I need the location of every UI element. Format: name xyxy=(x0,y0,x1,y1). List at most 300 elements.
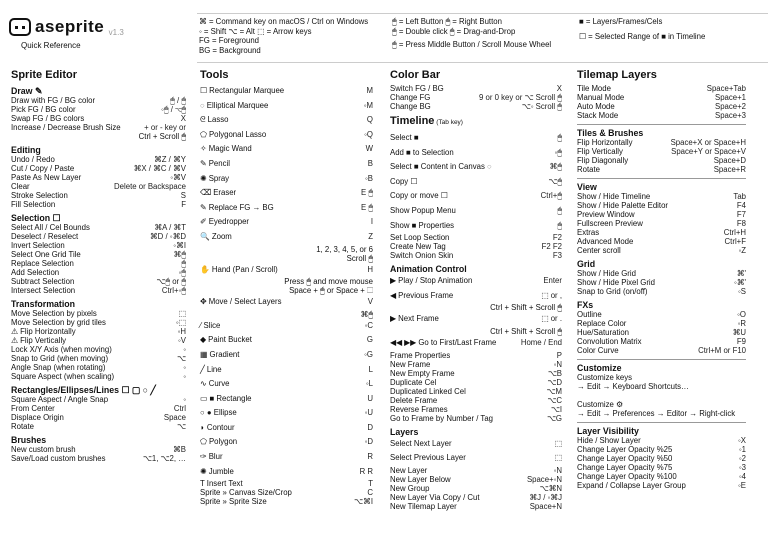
shortcut-row xyxy=(200,263,373,278)
section-title: Transformation xyxy=(11,299,76,309)
shortcut-row xyxy=(390,93,562,102)
shortcut-action: Preview Window xyxy=(577,210,635,219)
shortcut-key: ⌘B xyxy=(173,445,186,454)
section-heading xyxy=(390,427,562,437)
shortcut-row xyxy=(577,228,746,237)
shortcut-key: Home / End xyxy=(520,337,562,347)
legend-col-1 xyxy=(199,17,368,55)
shortcut-action: Save/Load custom brushes xyxy=(11,454,106,463)
shortcut-row xyxy=(11,191,186,200)
shortcut-row xyxy=(200,406,373,421)
shortcut-action: Outline xyxy=(577,310,602,319)
shortcut-key: 🖱 xyxy=(557,220,562,230)
section-title: Grid xyxy=(577,259,596,269)
shortcut-key: Space+1 xyxy=(715,93,746,102)
shortcut-key: ◦🖱 xyxy=(554,147,562,157)
legend-line: 🖱 = Press Middle Button / Scroll Mouse Wheel xyxy=(392,40,552,49)
section-title: Customize xyxy=(577,363,622,373)
shortcut-row xyxy=(11,268,186,277)
shortcut-action: New Group xyxy=(390,483,430,493)
shortcut-key: ◦ xyxy=(183,345,186,354)
shortcut-action: Hue/Saturation xyxy=(577,328,630,337)
shortcut-row xyxy=(11,223,186,232)
shortcut-key: U xyxy=(367,393,373,403)
shortcut-key: B xyxy=(367,158,373,168)
shortcut-action: Rotate xyxy=(577,165,600,174)
shortcut-key: Ctrl+◦🖱 xyxy=(161,286,186,295)
shortcut-key: ⌥⌘N xyxy=(539,483,562,493)
shortcut-key: Space+R xyxy=(713,165,746,174)
shortcut-action: Show / Hide Palette Editor xyxy=(577,201,669,210)
shortcut-key: F9 xyxy=(736,337,746,346)
shortcut-action: Cut / Copy / Paste xyxy=(11,164,75,173)
shortcut-action: Square Aspect / Angle Snap xyxy=(11,395,109,404)
shortcut-key: ⌥ xyxy=(177,354,186,363)
section-heading xyxy=(11,145,186,155)
shortcut-key: ◦2 xyxy=(738,454,746,463)
shortcut-action: Delete Frame xyxy=(390,395,438,405)
shortcut-action: ○ ● Ellipse xyxy=(200,408,237,418)
section-heading xyxy=(11,69,186,82)
shortcut-action: Square Aspect (when scaling) xyxy=(11,372,115,381)
shortcut-action: ◌ Elliptical Marquee xyxy=(200,100,269,110)
shortcut-action: Increase / Decrease Brush Size xyxy=(11,123,121,132)
section-title: Selection ☐ xyxy=(11,213,61,223)
shortcut-action: Select One Grid Tile xyxy=(11,250,81,259)
shortcut-row xyxy=(200,172,373,187)
shortcut-key: R xyxy=(367,452,373,462)
shortcut-row xyxy=(577,463,746,472)
shortcut-row xyxy=(577,269,746,278)
shortcut-action: New Tilemap Layer xyxy=(390,501,457,511)
shortcut-key: ◦Z xyxy=(738,246,746,255)
shortcut-row xyxy=(11,123,186,132)
shortcut-row xyxy=(390,336,562,351)
section-title: Editing xyxy=(11,145,41,155)
shortcut-row xyxy=(200,497,373,506)
info-text: Customize keys xyxy=(577,373,633,382)
shortcut-row xyxy=(200,157,373,172)
shortcut-row xyxy=(11,318,186,327)
aseprite-logo xyxy=(9,17,127,57)
shortcut-key: L xyxy=(368,364,373,374)
shortcut-row xyxy=(577,165,746,174)
shortcut-key: ⌥I xyxy=(550,404,562,414)
shortcut-row xyxy=(390,502,562,511)
info-text: Customize ⚙ xyxy=(577,400,623,409)
shortcut-key: C xyxy=(367,488,373,498)
shortcut-row xyxy=(11,363,186,372)
shortcut-key: ◦M xyxy=(363,100,373,110)
legend-line: BG = Background xyxy=(199,45,261,55)
shortcut-row xyxy=(577,445,746,454)
shortcut-row xyxy=(200,421,373,436)
shortcut-key: ◦V xyxy=(178,336,186,345)
shortcut-action: Sprite » Canvas Size/Crop xyxy=(200,488,292,498)
shortcut-key: ◦U xyxy=(364,408,373,418)
section-title: Animation Control xyxy=(390,264,467,275)
shortcut-key: Ctrl xyxy=(173,404,186,413)
section-heading xyxy=(11,299,186,309)
shortcut-action: Select Next Layer xyxy=(390,438,452,448)
shortcut-action: Manual Mode xyxy=(577,93,625,102)
shortcut-key: ⌥C xyxy=(547,395,562,405)
shortcut-row xyxy=(577,472,746,481)
shortcut-row xyxy=(11,232,186,241)
shortcut-action: ⚠ Flip Horizontally xyxy=(11,327,76,336)
shortcut-action: Replace Color xyxy=(577,319,627,328)
shortcut-action: Center scroll xyxy=(577,246,621,255)
shortcut-row xyxy=(11,445,186,454)
section-heading xyxy=(577,124,746,138)
shortcut-row xyxy=(11,345,186,354)
section-title: Layer Visibility xyxy=(577,426,639,436)
shortcut-action: Snap to Grid (on/off) xyxy=(577,287,648,296)
shortcut-key: ◦C xyxy=(364,320,373,330)
shortcut-action: ✐ Eyedropper xyxy=(200,217,250,227)
shortcut-alt-key: Space + 🖱 or Space + ⬚ xyxy=(289,286,373,296)
shortcut-action: Switch FG / BG xyxy=(390,84,444,93)
shortcut-row xyxy=(11,413,186,422)
info-text xyxy=(577,391,746,400)
shortcut-row xyxy=(11,395,186,404)
section-heading xyxy=(577,69,746,82)
section-title: Rectangles/Ellipses/Lines ☐ ▢ ○ ╱ xyxy=(11,385,156,395)
shortcut-action: Expand / Collapse Layer Group xyxy=(577,481,686,490)
shortcut-row xyxy=(200,201,373,216)
section-heading xyxy=(390,115,562,129)
shortcut-row xyxy=(390,437,562,452)
shortcut-row xyxy=(577,219,746,228)
shortcut-key: ◦Q xyxy=(364,129,373,139)
shortcut-action: Change Layer Opacity %75 xyxy=(577,463,673,472)
shortcut-row xyxy=(390,204,562,219)
shortcut-key: ◦⬚ xyxy=(175,318,186,327)
shortcut-action: ✋ Hand (Pan / Scroll) xyxy=(200,264,278,274)
shortcut-key: 🖱 xyxy=(557,205,562,215)
shortcut-row xyxy=(577,201,746,210)
shortcut-row xyxy=(200,392,373,407)
shortcut-key: Space+3 xyxy=(715,111,746,120)
legend-line: 🖱 = Left Button 🖱 = Right Button xyxy=(392,17,502,26)
shortcut-alt-key: Ctrl + Scroll 🖱 xyxy=(138,132,186,141)
shortcut-key: Space+◦N xyxy=(526,474,562,484)
section-heading xyxy=(11,385,186,395)
shortcut-row xyxy=(200,113,373,128)
shortcut-row xyxy=(390,405,562,414)
shortcut-action: Intersect Selection xyxy=(11,286,76,295)
shortcut-key: F7 xyxy=(736,210,746,219)
shortcut-action: Change Layer Opacity %25 xyxy=(577,445,673,454)
shortcut-key: ⬚ xyxy=(554,453,562,463)
shortcut-row xyxy=(11,250,186,259)
shortcut-row xyxy=(200,215,373,230)
shortcut-action: Show Popup Menu xyxy=(390,205,456,215)
shortcut-row xyxy=(200,295,373,310)
shortcut-action: Flip Diagonally xyxy=(577,156,629,165)
shortcut-action: Move Selection by grid tiles xyxy=(11,318,106,327)
shortcut-key: ⌘Z / ⌘Y xyxy=(153,155,186,164)
shortcut-row xyxy=(11,309,186,318)
shortcut-row xyxy=(200,479,373,488)
section-title: Timeline xyxy=(390,115,435,127)
shortcut-key: R R xyxy=(359,466,373,476)
shortcut-action: Set Loop Section xyxy=(390,233,450,243)
shortcut-key: ⌘A / ⌘T xyxy=(154,223,186,232)
shortcut-row xyxy=(390,146,562,161)
shortcut-row xyxy=(11,327,186,336)
shortcut-alt-key: 1, 2, 3, 4, 5, or 6 xyxy=(316,244,373,254)
shortcut-action: Auto Mode xyxy=(577,102,615,111)
shortcut-key: Z xyxy=(368,231,373,241)
shortcut-action: Create New Tag xyxy=(390,242,446,252)
shortcut-action: ✺ Jumble xyxy=(200,466,234,476)
shortcut-action: Show / Hide Grid xyxy=(577,269,636,278)
shortcut-action: New Layer Below xyxy=(390,474,451,484)
section-heading xyxy=(577,178,746,192)
shortcut-action: Pick FG / BG color xyxy=(11,105,76,114)
shortcut-row xyxy=(11,155,186,164)
shortcut-row xyxy=(390,466,562,475)
shortcut-key: ◦N xyxy=(553,465,562,475)
shortcut-key: ◦4 xyxy=(738,472,746,481)
shortcut-row xyxy=(11,454,186,463)
shortcut-row xyxy=(200,450,373,465)
section-heading xyxy=(11,213,186,223)
logo-version: v1.3 xyxy=(108,28,124,37)
section-title: View xyxy=(577,182,597,192)
shortcut-action: ╱ Line xyxy=(200,364,222,374)
shortcut-action: Lock X/Y Axis (when moving) xyxy=(11,345,112,354)
shortcut-action: Tile Mode xyxy=(577,84,611,93)
shortcut-action: ⁄ Slice xyxy=(200,320,221,330)
shortcut-action: Show / Hide Pixel Grid xyxy=(577,278,655,287)
shortcut-action: Copy ☐ xyxy=(390,176,418,186)
shortcut-key: ◦3 xyxy=(738,463,746,472)
shortcut-row xyxy=(390,219,562,234)
shortcut-row xyxy=(11,173,186,182)
shortcut-row xyxy=(577,278,746,287)
shortcut-key: Space+Y or Space+V xyxy=(671,147,746,156)
shortcut-key: ◦D xyxy=(364,437,373,447)
shortcut-row xyxy=(200,377,373,392)
shortcut-row xyxy=(390,289,562,304)
shortcut-row xyxy=(11,404,186,413)
shortcut-key: ◦S xyxy=(738,287,746,296)
shortcut-key: 🖱 xyxy=(557,133,562,142)
section-heading xyxy=(200,69,373,82)
shortcut-action: Add ■ to Selection xyxy=(390,147,454,157)
shortcut-key: F8 xyxy=(736,219,746,228)
shortcut-action: Paste As New Layer xyxy=(11,173,82,182)
section-heading xyxy=(390,264,562,274)
section-heading xyxy=(577,359,746,373)
legend-col-3 xyxy=(579,17,705,41)
shortcut-action: ▦ Gradient xyxy=(200,349,240,359)
shortcut-key: ◦🖱 / ⌥🖱 xyxy=(161,105,186,114)
section-heading xyxy=(11,86,186,96)
shortcut-row xyxy=(200,142,373,157)
shortcut-key: ⬚ xyxy=(554,438,562,448)
shortcut-key: ⌥🖱 xyxy=(548,176,562,186)
shortcut-key: ⌥◦ Scroll 🖱 xyxy=(521,102,562,111)
shortcut-key: ⌘🖱 xyxy=(173,250,186,259)
section-title: Tilemap Layers xyxy=(577,69,657,81)
shortcut-row xyxy=(577,156,746,165)
shortcut-key: Space+2 xyxy=(715,102,746,111)
shortcut-row xyxy=(390,493,562,502)
section-title: Draw ✎ xyxy=(11,86,43,96)
shortcut-row xyxy=(11,336,186,345)
shortcut-row xyxy=(577,287,746,296)
shortcut-action: Convolution Matrix xyxy=(577,337,642,346)
shortcut-key: Ctrl+F xyxy=(724,237,746,246)
shortcut-action: Snap to Grid (when moving) xyxy=(11,354,109,363)
shortcut-row xyxy=(577,192,746,201)
shortcut-key: V xyxy=(367,297,373,307)
shortcut-key: ⌥🖱 or 🖱 xyxy=(156,277,186,286)
shortcut-action: ⬠ Polygonal Lasso xyxy=(200,129,267,139)
shortcut-key: F xyxy=(181,200,186,209)
shortcut-action: Color Curve xyxy=(577,346,619,355)
shortcut-row xyxy=(390,160,562,175)
shortcut-action: Frame Properties xyxy=(390,350,451,360)
shortcut-row xyxy=(577,246,746,255)
shortcut-key: 🖱 / 🖱 xyxy=(170,96,186,105)
shortcut-row xyxy=(577,138,746,147)
shortcut-action: Show / Hide Timeline xyxy=(577,192,651,201)
shortcut-action: Select ■ xyxy=(390,133,419,142)
shortcut-row xyxy=(200,465,373,480)
shortcut-action: ✥ Move / Select Layers xyxy=(200,297,282,307)
shortcut-key: ⌥G xyxy=(546,413,562,423)
shortcut-row xyxy=(200,488,373,497)
shortcut-action: Sprite » Sprite Size xyxy=(200,497,267,507)
section-heading xyxy=(577,259,746,269)
shortcut-action: Clear xyxy=(11,182,30,191)
shortcut-key: S xyxy=(180,191,186,200)
legend-line: ☐ = Selected Range of ■ in Timeline xyxy=(579,31,706,41)
shortcut-row xyxy=(11,182,186,191)
shortcut-action: New custom brush xyxy=(11,445,76,454)
shortcut-key: ◦L xyxy=(365,379,373,389)
shortcut-key: X xyxy=(556,84,562,93)
shortcut-key: E 🖱 xyxy=(360,188,373,198)
shortcut-action: Swap FG / BG colors xyxy=(11,114,85,123)
shortcut-row xyxy=(390,102,562,111)
shortcut-row xyxy=(577,102,746,111)
legend-line: ⌘ = Command key on macOS / Ctrl on Windows xyxy=(199,17,369,26)
column-tilemap-view xyxy=(577,69,746,490)
shortcut-key: Enter xyxy=(543,276,562,286)
shortcut-key: Tab xyxy=(733,192,746,201)
shortcut-key: 9 or 0 key or ⌥ Scroll 🖱 xyxy=(479,93,562,102)
shortcut-action: ✑ Blur xyxy=(200,452,223,462)
shortcut-row xyxy=(577,93,746,102)
shortcut-row xyxy=(11,354,186,363)
shortcut-row xyxy=(577,84,746,93)
shortcut-key: ⌘J / ◦⌘J xyxy=(529,492,562,502)
section-title: FXs xyxy=(577,300,594,310)
shortcut-key: ◦⌘I xyxy=(173,241,186,250)
shortcut-key: F4 xyxy=(736,201,746,210)
shortcut-action: Reverse Frames xyxy=(390,404,448,414)
shortcut-row xyxy=(200,333,373,348)
shortcut-alt-key: ⌘🖱 xyxy=(360,309,373,319)
shortcut-row xyxy=(11,372,186,381)
shortcut-row xyxy=(577,147,746,156)
shortcut-row xyxy=(390,351,562,360)
shortcut-action: ◗ Contour xyxy=(200,422,235,432)
shortcut-row xyxy=(200,319,373,334)
shortcut-row xyxy=(11,96,186,105)
shortcut-key: ◦H xyxy=(177,327,186,336)
shortcut-row xyxy=(390,475,562,484)
shortcut-key: Q xyxy=(366,115,373,125)
shortcut-key: ◦O xyxy=(737,310,746,319)
shortcut-row xyxy=(11,277,186,286)
shortcut-key: ⌘🖱 xyxy=(549,162,562,172)
shortcut-key: Delete or Backspace xyxy=(114,182,186,191)
shortcut-action: Fullscreen Preview xyxy=(577,219,643,228)
shortcut-key: T xyxy=(368,479,373,489)
section-title: Color Bar xyxy=(390,69,441,81)
shortcut-action: New Empty Frame xyxy=(390,368,455,378)
shortcut-action: T Insert Text xyxy=(200,479,243,489)
shortcut-action: Stack Mode xyxy=(577,111,619,120)
legend-col-2 xyxy=(392,17,551,50)
shortcut-key: ◦ xyxy=(183,372,186,381)
shortcut-key: F2 xyxy=(552,233,562,243)
shortcut-key: Ctrl+M or F10 xyxy=(698,346,746,355)
column-sprite-editor xyxy=(11,69,186,463)
legend-bar xyxy=(197,13,768,63)
shortcut-key: Space+D xyxy=(713,156,746,165)
shortcut-action: Hide / Show Layer xyxy=(577,436,641,445)
shortcut-row xyxy=(11,105,186,114)
shortcut-action: Move Selection by pixels xyxy=(11,309,97,318)
shortcut-key: ⌥⌘I xyxy=(354,497,373,507)
shortcut-key: ◦⌘' xyxy=(733,278,746,287)
shortcut-row xyxy=(390,189,562,204)
shortcut-key: ⬚ or . xyxy=(541,314,562,324)
shortcut-action: Change Layer Opacity %100 xyxy=(577,472,677,481)
shortcut-key: ⌘D / ◦⌘D xyxy=(149,232,186,241)
shortcut-row xyxy=(577,237,746,246)
shortcut-row xyxy=(577,319,746,328)
shortcut-row xyxy=(11,259,186,268)
shortcut-action: Invert Selection xyxy=(11,241,65,250)
shortcut-alt-key: Ctrl + Shift + Scroll 🖱 xyxy=(490,303,562,313)
shortcut-key: ⌘' xyxy=(736,269,746,278)
shortcut-action: Undo / Redo xyxy=(11,155,55,164)
shortcut-alt-key: Scroll 🖱 xyxy=(346,253,373,263)
shortcut-key: ⌘X / ⌘C / ⌘V xyxy=(133,164,186,173)
shortcut-key: ◦1 xyxy=(738,445,746,454)
logo-name: aseprite xyxy=(35,17,105,36)
shortcut-key: Space+N xyxy=(529,501,562,511)
shortcut-key: ◦N xyxy=(553,359,562,369)
shortcut-action: ◀ Previous Frame xyxy=(390,290,454,300)
shortcut-row xyxy=(390,396,562,405)
shortcut-action: ᘓ Lasso xyxy=(200,115,229,125)
shortcut-key: ◦B xyxy=(365,173,373,183)
shortcut-row xyxy=(390,242,562,251)
shortcut-key: ◦ xyxy=(183,363,186,372)
shortcut-row xyxy=(577,346,746,355)
shortcut-action: Show ■ Properties xyxy=(390,220,455,230)
shortcut-key: ◦🖱 xyxy=(178,268,186,277)
